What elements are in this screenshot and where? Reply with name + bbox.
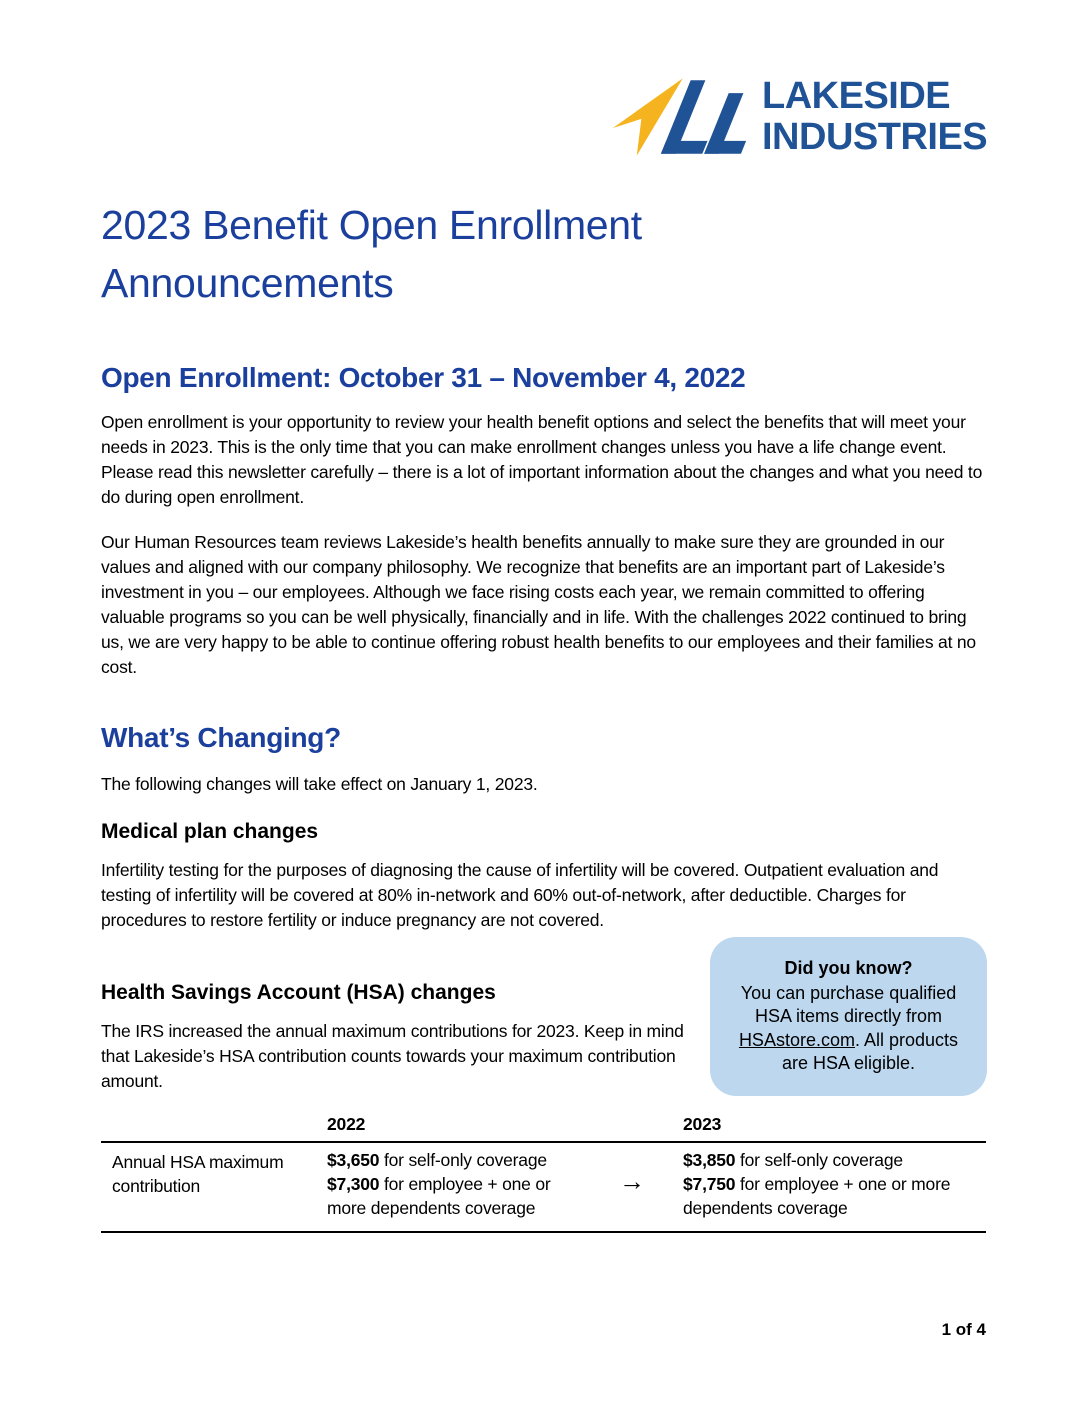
hsa-table-2022-cell bbox=[327, 1148, 619, 1220]
hsa-table-2023-cell bbox=[683, 1148, 986, 1220]
hsa-2023-family-line bbox=[683, 1172, 960, 1220]
whats-changing-heading: What’s Changing? bbox=[101, 722, 341, 753]
hsa-2022-family-amount: $7,300 bbox=[327, 1174, 380, 1194]
hsa-changes-paragraph: The IRS increased the annual maximum contributions for 2023. Keep in mind that Lakeside’s HSA contribution counts towards your maximum contribution amount. bbox=[101, 1021, 684, 1091]
open-enrollment-heading: Open Enrollment: October 31 – November 4, 2022 bbox=[101, 362, 746, 393]
logo-wordmark-line2: INDUSTRIES bbox=[762, 116, 988, 158]
did-you-know-text-after: . All products are HSA eligible. bbox=[781, 1029, 959, 1074]
hsa-2022-self-line bbox=[327, 1148, 593, 1172]
did-you-know-callout bbox=[710, 937, 987, 1096]
hsa-table-header-row bbox=[101, 1112, 986, 1143]
hsa-2023-family-text: for employee + one or more dependents coverage bbox=[683, 1174, 951, 1218]
lakeside-logo-mark-icon bbox=[611, 74, 749, 160]
medical-plan-changes-paragraph: Infertility testing for the purposes of diagnosing the cause of infertility will be covered. Outpatient evaluation and testing of infertility will be covered at 80% in-network and 60% out-of-network, after deductible. Charges for procedures to restore fertility or induce pregnancy are not covered. bbox=[101, 860, 939, 930]
lakeside-logo bbox=[611, 74, 987, 160]
hsa-2022-self-text: for self-only coverage bbox=[379, 1150, 547, 1170]
hsa-table-header-blank bbox=[101, 1112, 327, 1136]
open-enrollment-paragraph-2: Our Human Resources team reviews Lakeside’s health benefits annually to make sure they are grounded in our values and aligned with our company philosophy. We recognize that benefits are an important part of Lakeside’s investment in you – our employees. Although we face rising costs each year, we remain committed to offering valuable programs so you can be well physically, financially and in life. With the challenges 2022 continued to bring us, we are very happy to be able to continue offering robust health benefits to our employees and their families at no cost. bbox=[101, 532, 976, 677]
did-you-know-text-before: You can purchase qualified HSA items directly from bbox=[740, 982, 957, 1027]
medical-plan-changes-heading: Medical plan changes bbox=[101, 820, 319, 843]
hsa-2023-self-amount: $3,850 bbox=[683, 1150, 736, 1170]
hsa-table-header-2022: 2022 bbox=[327, 1114, 366, 1134]
hsa-contribution-table bbox=[101, 1112, 986, 1233]
hsa-2022-family-line bbox=[327, 1172, 593, 1220]
hsa-table-header-2023: 2023 bbox=[683, 1114, 722, 1134]
change-arrow-icon: → bbox=[619, 1166, 645, 1196]
hsa-changes-heading: Health Savings Account (HSA) changes bbox=[101, 981, 496, 1004]
hsa-2022-family-text: for employee + one or more dependents coverage bbox=[327, 1174, 551, 1218]
hsa-2023-family-amount: $7,750 bbox=[683, 1174, 736, 1194]
did-you-know-text bbox=[726, 982, 971, 1076]
hsastore-link[interactable]: HSAstore.com bbox=[738, 1029, 855, 1050]
logo-wordmark-line1: LAKESIDE bbox=[762, 75, 951, 117]
hsa-2023-self-text: for self-only coverage bbox=[735, 1150, 903, 1170]
logo-wordmark bbox=[762, 76, 987, 158]
hsa-table-header-arrow-blank bbox=[619, 1112, 683, 1136]
whats-changing-intro: The following changes will take effect on January 1, 2023. bbox=[101, 774, 538, 794]
hsa-table-data-row bbox=[101, 1143, 986, 1233]
did-you-know-title: Did you know? bbox=[784, 958, 913, 979]
open-enrollment-paragraph-1: Open enrollment is your opportunity to review your health benefit options and select the benefits that will meet your needs in 2023. This is the only time that you can make enrollment changes unless you have a life change event. Please read this newsletter carefully – there is a lot of important information about the changes and what you need to do during open enrollment. bbox=[101, 412, 983, 507]
hsa-2022-self-amount: $3,650 bbox=[327, 1150, 380, 1170]
hsa-2023-self-line bbox=[683, 1148, 960, 1172]
page-title: 2023 Benefit Open Enrollment Announcements bbox=[101, 202, 642, 306]
hsa-table-row-label: Annual HSA maximum contribution bbox=[112, 1152, 284, 1196]
page-number: 1 of 4 bbox=[941, 1320, 986, 1339]
